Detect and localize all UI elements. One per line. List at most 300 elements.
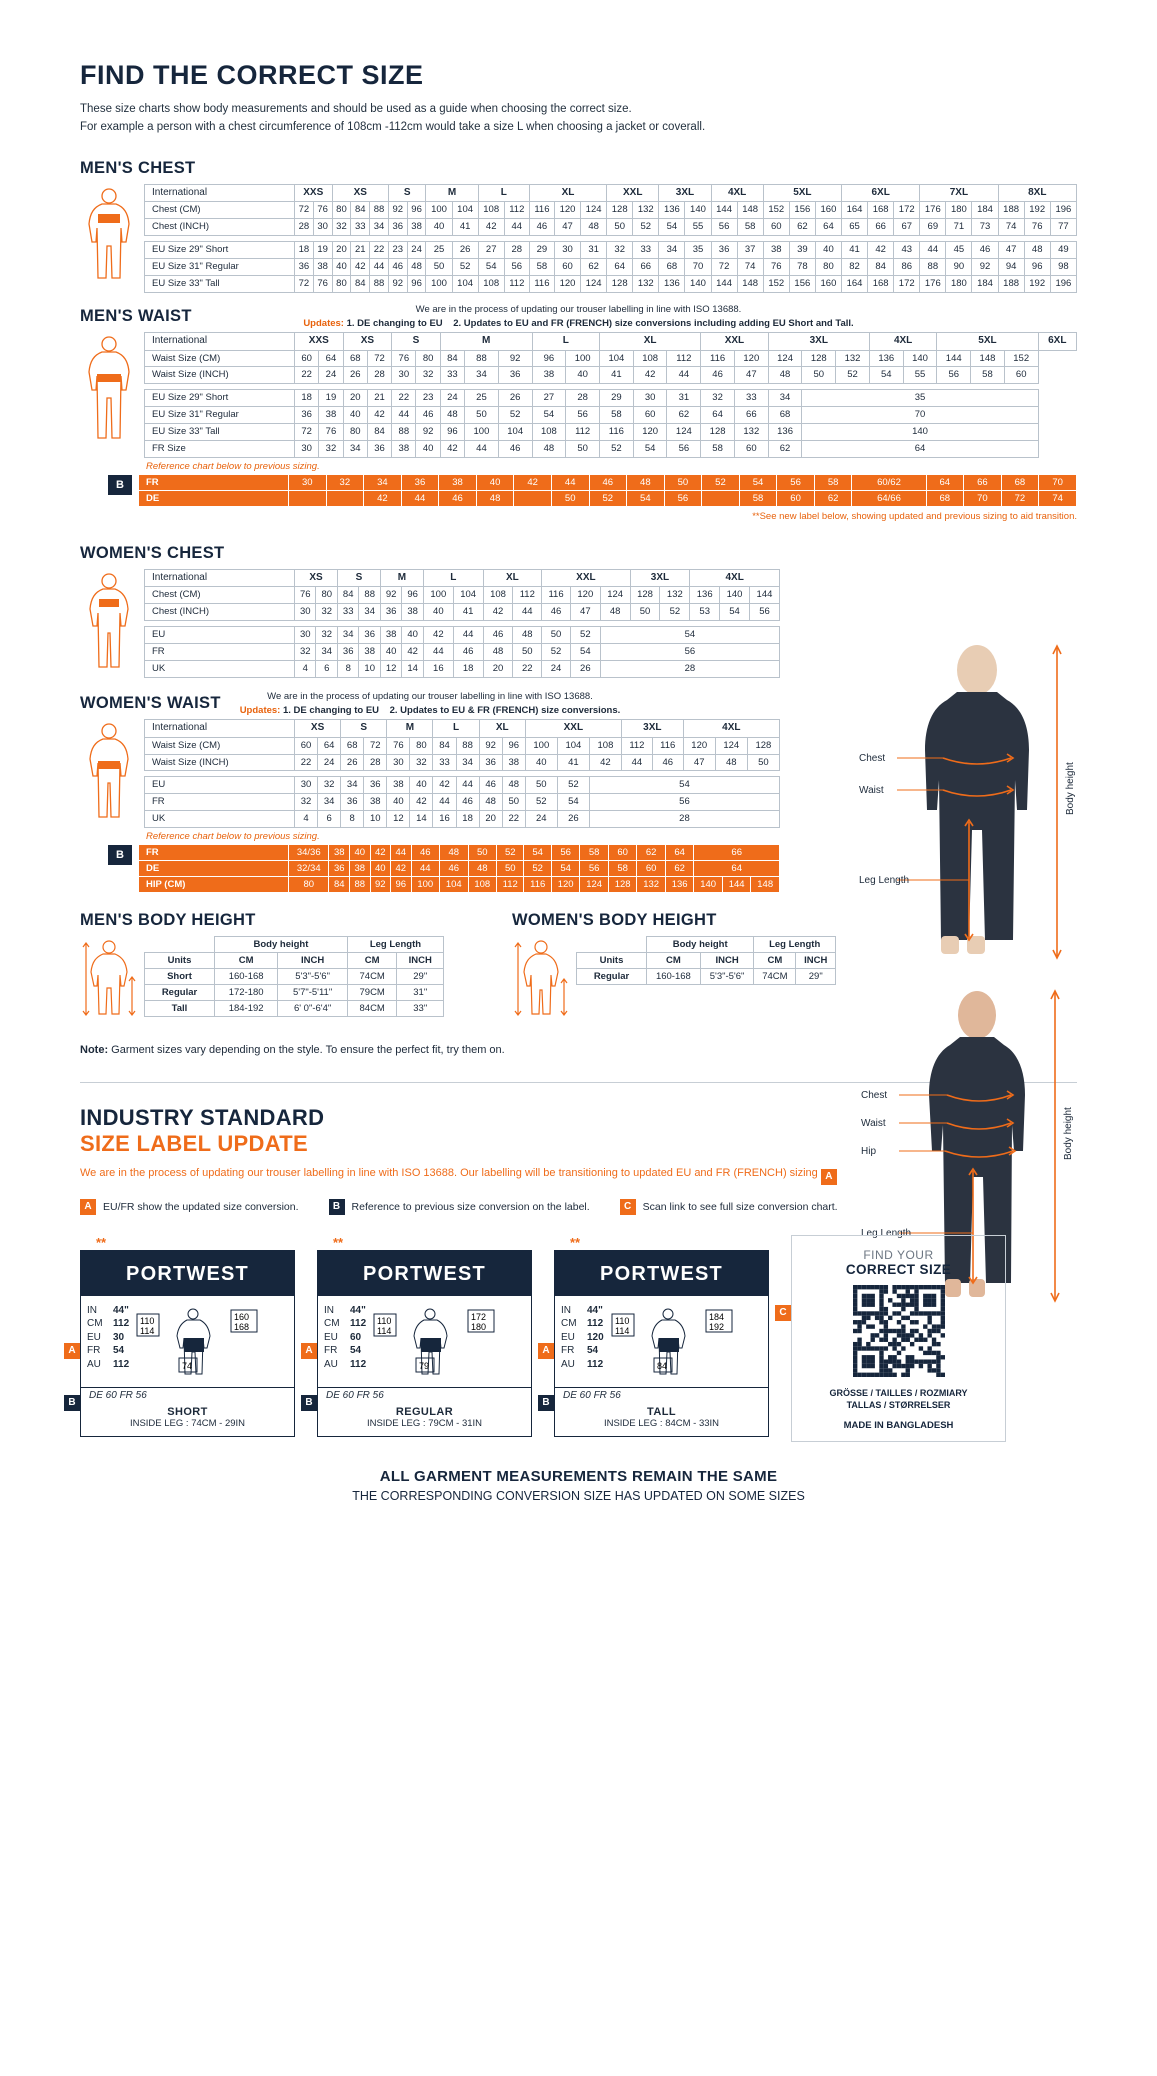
mens-waist-reference-note: Reference chart below to previous sizing. [146, 460, 320, 472]
col-xxs: XXS [295, 333, 344, 351]
cell: 68 [343, 350, 367, 367]
label-size-key: AU [324, 1358, 338, 1370]
legend-c-text: Scan link to see full size conversion chart. [642, 1200, 838, 1213]
cell: 37 [737, 241, 763, 258]
cell: 40 [343, 407, 367, 424]
cell: 38 [532, 367, 566, 384]
cell: 66 [964, 474, 1002, 490]
cell: 22 [502, 811, 525, 828]
cell: 50 [802, 367, 836, 384]
label-size-key: EU [324, 1331, 338, 1343]
cell: 32 [316, 627, 337, 644]
cell: 84CM [347, 1001, 397, 1017]
cell: 24 [542, 660, 571, 677]
cell: 124 [768, 350, 802, 367]
label-body [81, 1296, 294, 1387]
table-row [145, 219, 1077, 236]
cell: 29" [796, 969, 836, 985]
cell: 44 [513, 604, 542, 621]
cell: 48 [715, 754, 747, 771]
label-size-key: FR [561, 1345, 575, 1356]
cell: 54 [633, 440, 667, 457]
cell: 144 [722, 877, 751, 893]
table-row [145, 202, 1077, 219]
cell: 4 [295, 811, 318, 828]
cell: 62 [581, 258, 607, 275]
table-row [139, 845, 780, 861]
col-xxl: XXL [607, 184, 659, 202]
table-row [145, 754, 780, 771]
womens-body-height-title: WOMEN'S BODY HEIGHT [512, 911, 717, 929]
cell: 92 [388, 275, 407, 292]
cell: 64 [665, 845, 694, 861]
qr-languages: GRÖSSE / TAILLES / ROZMIARY TALLAS / STØRRELSER [829, 1387, 968, 1411]
cell: 92 [388, 202, 407, 219]
cell: 128 [802, 350, 836, 367]
mens-waist-see-label-note: **See new label below, showing updated and previous sizing to aid transition. [752, 510, 1077, 522]
intro-line-2: For example a person with a chest circumference of 108cm -112cm would take a size L when choosing a jacket or coverall. [80, 120, 706, 133]
mens-body-height-title: MEN'S BODY HEIGHT [80, 911, 256, 929]
bh-sub-header [577, 953, 836, 969]
previous-size-line: DE 60 FR 56 [81, 1387, 294, 1403]
cell: 68 [659, 258, 685, 275]
cell: 52 [525, 794, 557, 811]
cell: 72 [364, 737, 387, 754]
row-label: FR [139, 845, 289, 861]
cell: 108 [478, 202, 504, 219]
label-footer [318, 1403, 531, 1436]
cell: 100 [426, 202, 452, 219]
cell: 64 [701, 407, 735, 424]
cell: 128 [607, 202, 633, 219]
cell: 36 [711, 241, 737, 258]
cell: 42 [589, 754, 621, 771]
cell: 56 [937, 367, 971, 384]
cell: 30 [295, 627, 316, 644]
cell: 24 [407, 241, 426, 258]
label-size-key: FR [324, 1345, 338, 1356]
cell: 38 [392, 440, 416, 457]
cell: 188 [998, 202, 1024, 219]
cell: 34 [465, 367, 499, 384]
cell: 56 [664, 490, 702, 506]
cell: 84 [868, 258, 894, 275]
row-label: Chest (CM) [145, 587, 295, 604]
badge-a: A [538, 1343, 554, 1359]
label-size-row [87, 1304, 129, 1318]
bh-group-header [577, 937, 836, 953]
row-label: EU Size 29" Short [145, 390, 295, 407]
cell: 52 [542, 643, 571, 660]
bh-leg-inch: INCH [397, 953, 444, 969]
cell: 23 [416, 390, 440, 407]
womens-body-height-body [577, 969, 836, 985]
svg-text:84: 84 [656, 1360, 667, 1371]
badge-b-womens: B [108, 845, 132, 865]
row-label: EU Size 33" Tall [145, 275, 295, 292]
mens-waist-update-line1: We are in the process of updating our trouser labelling in line with ISO 13688. [415, 303, 742, 315]
cell: 55 [903, 367, 937, 384]
cell: 64 [319, 350, 343, 367]
cell: 92 [972, 258, 998, 275]
cell: 80 [815, 258, 841, 275]
cell: 108 [483, 587, 513, 604]
legend-a-text: EU/FR show the updated size conversion. [103, 1200, 299, 1213]
cell: 26 [341, 754, 364, 771]
cell: 44 [465, 440, 499, 457]
label-size-key: IN [87, 1304, 97, 1316]
cell: 18 [295, 390, 319, 407]
industry-footer [80, 1468, 1077, 1503]
cell: 38 [319, 407, 343, 424]
cell: 23 [388, 241, 407, 258]
inside-leg-text: INSIDE LEG : 84CM - 33IN [603, 1417, 720, 1429]
cell: 22 [513, 660, 542, 677]
cell: 34 [341, 777, 364, 794]
inside-leg-text: INSIDE LEG : 79CM - 31IN [366, 1417, 483, 1429]
cell: 42 [402, 643, 423, 660]
cell: 34 [364, 474, 402, 490]
cell: 41 [842, 241, 868, 258]
cell: 38 [387, 777, 410, 794]
cell: 28 [589, 811, 779, 828]
col-xs: XS [295, 569, 338, 587]
cell: 46 [479, 777, 502, 794]
col-8xl: 8XL [998, 184, 1076, 202]
cell: 124 [600, 587, 630, 604]
col-l: L [433, 720, 479, 738]
col-m: M [387, 720, 433, 738]
cell: 92 [416, 424, 440, 441]
cell: 96 [402, 587, 423, 604]
cell: 42 [440, 440, 464, 457]
cell: 92 [498, 350, 532, 367]
cell: 44 [392, 407, 416, 424]
cell: 14 [402, 660, 423, 677]
cell: 30 [387, 754, 410, 771]
cell: 156 [789, 202, 815, 219]
cell: 60 [295, 737, 318, 754]
cell: 34 [659, 241, 685, 258]
cell: 50 [607, 219, 633, 236]
qr-code-icon[interactable] [853, 1285, 945, 1377]
table-row [145, 587, 780, 604]
row-label: EU [145, 627, 295, 644]
cell: 44 [920, 241, 946, 258]
col-s: S [388, 184, 426, 202]
cell: 24 [319, 367, 343, 384]
col-xxl: XXL [701, 333, 768, 351]
badge-b: B [538, 1395, 554, 1411]
cell: 31 [581, 241, 607, 258]
cell: 28 [367, 367, 391, 384]
cell: 41 [600, 367, 634, 384]
cell: 20 [479, 811, 502, 828]
cell: 50 [497, 861, 524, 877]
cell: 46 [652, 754, 683, 771]
intro-text [80, 101, 1077, 137]
row-label: Tall [145, 1001, 215, 1017]
col-international: International [145, 720, 295, 738]
cell: 184-192 [215, 1001, 278, 1017]
cell: 66 [633, 258, 659, 275]
svg-text:168: 168 [234, 1321, 250, 1332]
womens-chest-body [145, 587, 780, 677]
section-womens-waist [80, 690, 780, 893]
cell: 71 [946, 219, 972, 236]
cell [326, 490, 364, 506]
label-size-key: CM [561, 1318, 577, 1329]
cell: 28 [364, 754, 387, 771]
mens-waist-update-2: 2. Updates to EU and FR (FRENCH) size conversions including adding EU Short and Tall. [453, 317, 854, 329]
label-figure-icon [135, 1304, 265, 1383]
label-size-key: CM [87, 1318, 103, 1329]
cell: 32 [295, 794, 318, 811]
cell: 32 [701, 390, 735, 407]
cell: 42 [433, 777, 456, 794]
cell: 48 [483, 643, 513, 660]
cell: 48 [627, 474, 665, 490]
col-7xl: 7XL [920, 184, 998, 202]
label-size-value: 30 [113, 1331, 125, 1343]
male-label-leg-length: Leg Length [859, 875, 910, 886]
cell: 112 [497, 877, 524, 893]
cell: 50 [525, 777, 557, 794]
cell: 88 [370, 202, 389, 219]
table-row [145, 985, 444, 1001]
label-footer [555, 1403, 768, 1436]
cell: 42 [478, 219, 504, 236]
cell: 144 [749, 587, 779, 604]
col-3xl: 3XL [630, 569, 690, 587]
label-size-value: 54 [350, 1345, 362, 1356]
cell: 33 [351, 219, 370, 236]
label-size-row [87, 1358, 129, 1372]
label-size-list [87, 1304, 129, 1383]
cell: 38 [313, 258, 332, 275]
cell: 38 [329, 845, 350, 861]
cell: 31" [397, 985, 444, 1001]
cell: 38 [402, 604, 423, 621]
cell: 18 [456, 811, 479, 828]
label-size-key: EU [561, 1331, 575, 1343]
cell: 32 [332, 219, 351, 236]
womens-waist-update-label: Updates: [239, 704, 281, 716]
brand-name: PORTWEST [363, 1262, 486, 1285]
col-6xl: 6XL [1038, 333, 1076, 351]
row-label: FR Size [145, 440, 295, 457]
womens-waist-title: WOMEN'S WAIST [80, 694, 221, 713]
cell: 56 [749, 604, 779, 621]
cell: 42 [370, 845, 391, 861]
table-row [145, 390, 1077, 407]
cell: 42 [351, 258, 370, 275]
label-size-list [324, 1304, 366, 1383]
cell: 88 [920, 258, 946, 275]
qr-card[interactable] [791, 1235, 1006, 1442]
cell: 40 [815, 241, 841, 258]
svg-text:172: 172 [471, 1311, 487, 1322]
label-asterisk: ** [96, 1234, 107, 1250]
cell: 64 [607, 258, 633, 275]
cell: 44 [423, 643, 453, 660]
cell: 62 [667, 407, 701, 424]
cell: 192 [1024, 275, 1050, 292]
cell: 160-168 [647, 969, 701, 985]
cell: 46 [388, 258, 407, 275]
industry-title-2: SIZE LABEL UPDATE [80, 1131, 308, 1156]
footer-line-2: THE CORRESPONDING CONVERSION SIZE HAS UPDATED ON SOME SIZES [352, 1488, 805, 1503]
industry-lead-text: We are in the process of updating our trouser labelling in line with ISO 13688. Our labelling will be transitioning to updated EU and FR (FRENCH) sizing [80, 1167, 818, 1179]
cell: 33 [633, 241, 659, 258]
cell: 46 [972, 241, 998, 258]
badge-a: A [64, 1343, 80, 1359]
cell: 30 [295, 440, 319, 457]
badge-b: B [301, 1395, 317, 1411]
cell: 88 [392, 424, 416, 441]
fit-name: SHORT [167, 1405, 208, 1418]
mens-chest-table [144, 184, 1077, 293]
cell: 16 [423, 660, 453, 677]
cell: 136 [768, 424, 802, 441]
cell: 58 [701, 440, 735, 457]
label-size-value: 112 [350, 1318, 367, 1329]
cell: 36 [401, 474, 439, 490]
cell: 46 [453, 643, 483, 660]
table-header-row [145, 184, 1077, 202]
label-box [80, 1250, 295, 1437]
label-size-row [324, 1331, 366, 1345]
row-label: UK [145, 811, 295, 828]
label-size-value: 112 [587, 1358, 604, 1370]
col-m: M [426, 184, 478, 202]
cell: 21 [351, 241, 370, 258]
cell: 39 [789, 241, 815, 258]
cell: 62 [637, 845, 666, 861]
cell: 192 [1024, 202, 1050, 219]
cell: 40 [525, 754, 557, 771]
row-label: EU [145, 777, 295, 794]
cell: 74 [998, 219, 1024, 236]
cell: 90 [946, 258, 972, 275]
table-row [145, 660, 780, 677]
cell: 108 [468, 877, 497, 893]
cell: 94 [998, 258, 1024, 275]
cell: 47 [998, 241, 1024, 258]
cell: 54 [600, 627, 779, 644]
table-header-row [145, 333, 1077, 351]
cell: 84 [433, 737, 456, 754]
table-row [145, 440, 1077, 457]
cell: 96 [407, 275, 426, 292]
fit-name: REGULAR [395, 1405, 454, 1418]
cell: 92 [370, 877, 391, 893]
cell: 40 [410, 777, 433, 794]
col-xxs: XXS [295, 184, 333, 202]
cell: 54 [551, 861, 580, 877]
cell: 116 [529, 275, 554, 292]
cell: 22 [295, 367, 319, 384]
bh-leg-inch: INCH [796, 953, 836, 969]
cell: 22 [295, 754, 318, 771]
industry-title-1: INDUSTRY STANDARD [80, 1105, 325, 1130]
cell: 36 [388, 219, 407, 236]
col-xxl: XXL [542, 569, 630, 587]
cell: 68 [341, 737, 364, 754]
cell: 120 [683, 737, 715, 754]
brand-header [555, 1251, 768, 1296]
label-size-value: 60 [350, 1331, 362, 1343]
cell: 92 [479, 737, 502, 754]
chip-a: A [80, 1199, 96, 1215]
cell: 148 [737, 275, 763, 292]
cell: 96 [440, 424, 464, 441]
womens-waist-previous-table [138, 844, 780, 893]
cell: 32 [318, 777, 341, 794]
intro-line-1: These size charts show body measurements and should be used as a guide when choosing the correct size. [80, 103, 632, 115]
cell: 180 [946, 202, 972, 219]
cell: 6' 0"-6'4" [278, 1001, 348, 1017]
cell: 34 [359, 604, 380, 621]
mens-chest-body [145, 202, 1077, 292]
cell: 40 [332, 258, 351, 275]
row-label: Chest (INCH) [145, 219, 295, 236]
cell: 80 [343, 424, 367, 441]
cell: 48 [479, 794, 502, 811]
cell: 40 [380, 643, 401, 660]
cell: 184 [972, 275, 998, 292]
cell: 62 [789, 219, 815, 236]
cell: 46 [456, 794, 479, 811]
cell: 29 [529, 241, 554, 258]
womens-waist-reference-note: Reference chart below to previous sizing. [146, 831, 320, 842]
cell: 52 [660, 604, 690, 621]
cell: 76 [319, 424, 343, 441]
cell: 128 [630, 587, 660, 604]
cell: 124 [580, 877, 609, 893]
cell: 32 [316, 604, 337, 621]
label-size-row [87, 1317, 129, 1331]
table-row [139, 474, 1077, 490]
cell: 30 [295, 777, 318, 794]
cell: 10 [359, 660, 380, 677]
cell: 112 [504, 275, 529, 292]
cell: 24 [318, 754, 341, 771]
svg-text:180: 180 [471, 1321, 487, 1332]
cell: 44 [370, 258, 389, 275]
womens-chest-title: WOMEN'S CHEST [80, 543, 225, 562]
cell: 19 [319, 390, 343, 407]
bh-units: Units [577, 953, 647, 969]
table-row [145, 777, 780, 794]
bh-leg-cm: CM [347, 953, 397, 969]
cell: 46 [529, 219, 554, 236]
cell: 80 [332, 275, 351, 292]
garment-note-bold: Note: [80, 1044, 109, 1056]
cell: 67 [894, 219, 920, 236]
label-size-row [87, 1344, 129, 1358]
cell: 72 [1001, 490, 1039, 506]
cell: 77 [1050, 219, 1076, 236]
cell: 20 [343, 390, 367, 407]
fit-name: TALL [647, 1405, 676, 1418]
cell: 66 [734, 407, 768, 424]
cell: 26 [570, 660, 600, 677]
cell: 60 [295, 350, 319, 367]
cell: 56 [589, 794, 779, 811]
table-header-row [145, 569, 780, 587]
womens-waist-update-line1: We are in the process of updating our trouser labelling in line with ISO 13688. [267, 690, 593, 702]
